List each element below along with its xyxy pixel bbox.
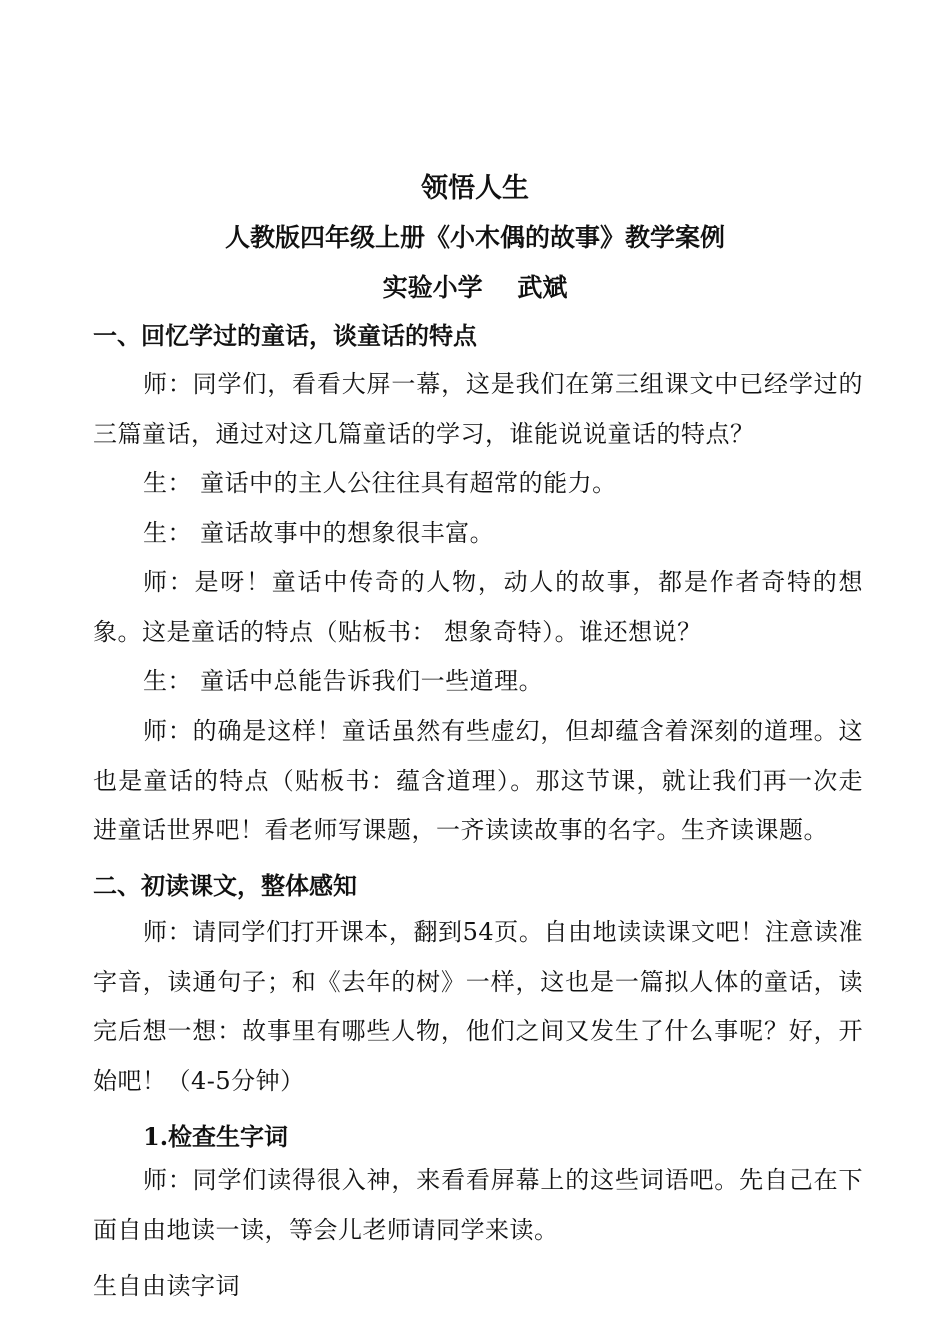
document-title: 领悟人生 xyxy=(421,173,529,204)
paragraph: 师：是呀！童话中传奇的人物，动人的故事，都是作者奇特的想象。这是童话的特点（贴板书： 想象奇特）。谁还想说？ xyxy=(93,568,863,646)
paragraph: 生： 童话中总能告诉我们一些道理。 xyxy=(143,667,544,695)
paragraph: 师：同学们，看看大屏一幕，这是我们在第三组课文中已经学过的三篇童话，通过对这几篇童话的学习，谁能说说童话的特点？ xyxy=(93,370,863,448)
paragraph: 生： 童话故事中的想象很丰富。 xyxy=(143,519,495,547)
document-subtitle: 人教版四年级上册《小木偶的故事》教学案例 xyxy=(224,223,725,252)
section-heading-2: 二、初读课文，整体感知 xyxy=(93,871,357,900)
paragraph: 生： 童话中的主人公往往具有超常的能力。 xyxy=(143,469,617,497)
sub-heading: 1.检查生字词 xyxy=(143,1122,289,1151)
paragraph: 师：的确是这样！童话虽然有些虚幻，但却蕴含着深刻的道理。这也是童话的特点（贴板书：蕴含道理）。那这节课，就让我们再一次走进童话世界吧！看老师写课题，一齐读读故事的名字。生齐读课题。 xyxy=(93,717,863,844)
last-line: 生自由读字词 xyxy=(93,1272,240,1300)
author-line: 实验小学 武斌 xyxy=(382,273,568,302)
section-heading-1: 一、回忆学过的童话，谈童话的特点 xyxy=(93,321,477,350)
paragraph: 师：请同学们打开课本，翻到54页。自由地读读课文吧！注意读准字音，读通句子；和《去年的树》一样，这也是一篇拟人体的童话，读完后想一想：故事里有哪些人物，他们之间又发生了什么事呢？好，开始吧！（4-5分钟） xyxy=(93,918,863,1095)
paragraph: 师：同学们读得很入神，来看看屏幕上的这些词语吧。先自己在下面自由地读一读，等会儿老师请同学来读。 xyxy=(93,1166,863,1244)
